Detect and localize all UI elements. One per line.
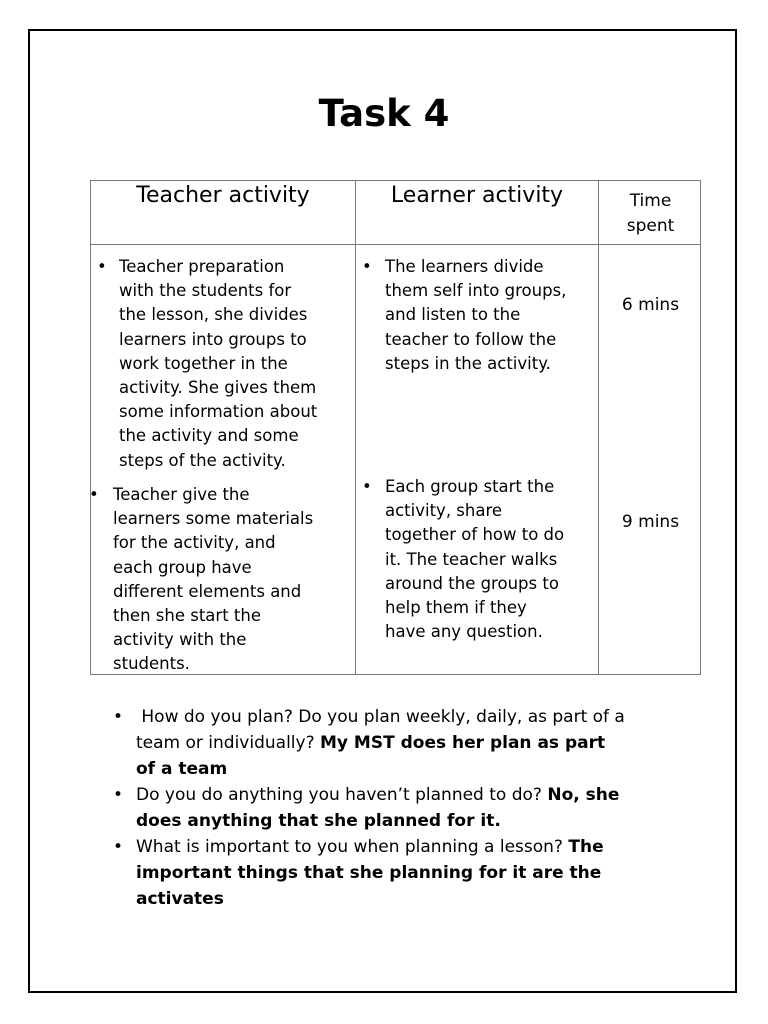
answer-text: No, she bbox=[547, 785, 620, 805]
question-text: team or individually? bbox=[136, 733, 321, 753]
text-line: help them if they bbox=[385, 598, 527, 618]
text-line: Teacher give the bbox=[113, 485, 250, 504]
text-line: together of how to do bbox=[385, 525, 565, 545]
answer-text: My MST does her plan as part bbox=[320, 733, 606, 753]
question-item bbox=[108, 782, 688, 834]
question-line bbox=[136, 730, 688, 756]
header-learner-activity: Learner activity bbox=[390, 183, 564, 208]
answer-text: does anything that she planned for it. bbox=[136, 811, 501, 831]
text-line: the lesson, she divides bbox=[119, 305, 308, 325]
question-list bbox=[108, 704, 688, 912]
text-line: learners into groups to bbox=[119, 329, 307, 349]
bullet-icon: • bbox=[113, 707, 124, 727]
text-line: Each group start the bbox=[385, 477, 555, 496]
header-time-spent bbox=[599, 189, 702, 239]
text-line: activity, share bbox=[385, 501, 503, 521]
answer-text: of a team bbox=[136, 759, 228, 779]
question-line bbox=[136, 860, 688, 886]
question-item bbox=[108, 704, 688, 782]
header-divider bbox=[91, 244, 700, 245]
text-line: steps of the activity. bbox=[119, 450, 286, 470]
answer-text: activates bbox=[136, 889, 224, 909]
text-line: steps in the activity. bbox=[385, 353, 551, 373]
bullet-icon: • bbox=[362, 257, 372, 276]
time-spent-value: 6 mins bbox=[621, 295, 680, 315]
text-line: teacher to follow the bbox=[385, 329, 557, 349]
question-text: What is important to you when planning a lesson? bbox=[136, 837, 569, 857]
text-line: activity with the bbox=[113, 630, 247, 650]
bullet-icon: • bbox=[89, 485, 99, 504]
text-line: different elements and bbox=[113, 581, 302, 601]
question-line bbox=[136, 756, 688, 782]
bullet-icon: • bbox=[113, 837, 124, 857]
text-line: work together in the bbox=[119, 353, 288, 373]
text-line: around the groups to bbox=[385, 573, 559, 593]
text-line: The learners divide bbox=[385, 257, 544, 276]
text-line: Teacher preparation bbox=[119, 257, 285, 276]
question-line bbox=[136, 704, 688, 730]
question-line bbox=[136, 834, 688, 860]
text-line: it. The teacher walks bbox=[385, 549, 558, 569]
question-item bbox=[108, 834, 688, 912]
text-line: the activity and some bbox=[119, 426, 299, 446]
page-title: Task 4 bbox=[318, 92, 450, 135]
question-line bbox=[136, 782, 688, 808]
bullet-icon: • bbox=[362, 477, 372, 496]
text-line: activity. She gives them bbox=[119, 378, 317, 398]
question-text: Do you do anything you haven’t planned to do? bbox=[136, 785, 548, 805]
header-teacher-activity: Teacher activity bbox=[136, 183, 310, 208]
answer-text: important things that she planning for it are the bbox=[136, 863, 602, 883]
column-divider bbox=[355, 181, 356, 674]
text-line: learners some materials bbox=[113, 509, 314, 529]
text-line: some information about bbox=[119, 402, 318, 422]
text-line: for the activity, and bbox=[113, 533, 276, 553]
header-time-line1: Time bbox=[629, 191, 672, 211]
question-line bbox=[136, 886, 688, 912]
text-line: with the students for bbox=[119, 281, 292, 301]
text-line: each group have bbox=[113, 557, 252, 577]
text-line: and listen to the bbox=[385, 305, 521, 325]
column-divider bbox=[598, 181, 599, 674]
text-line: them self into groups, bbox=[385, 281, 567, 301]
header-time-line2: spent bbox=[626, 216, 675, 236]
bullet-icon: • bbox=[113, 785, 124, 805]
answer-text: The bbox=[568, 837, 604, 857]
text-line: have any question. bbox=[385, 622, 543, 642]
bullet-icon: • bbox=[97, 257, 107, 276]
question-text: How do you plan? Do you plan weekly, daily, as part of a bbox=[136, 707, 625, 727]
question-line bbox=[136, 808, 688, 834]
activity-table bbox=[90, 180, 701, 675]
text-line: then she start the bbox=[113, 606, 261, 626]
text-line: students. bbox=[113, 654, 190, 674]
time-spent-value: 9 mins bbox=[621, 512, 680, 532]
